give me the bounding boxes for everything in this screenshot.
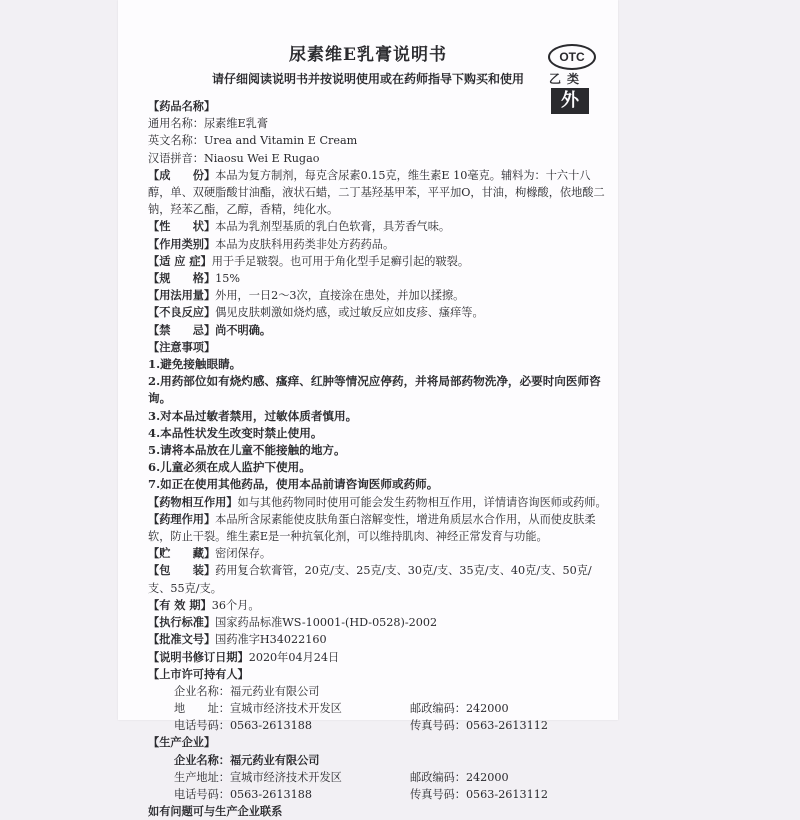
usage-text: 外用，一日2～3次，直接涂在患处，并加以揉擦。: [215, 289, 465, 303]
section-contraindications: [148, 322, 610, 339]
leaflet-content: [148, 98, 610, 820]
note-item: 1.避免接触眼睛。: [148, 357, 242, 372]
note-item: 5.请将本品放在儿童不能接触的地方。: [148, 443, 346, 458]
mfr-postcode: 邮政编码：242000: [410, 770, 509, 784]
spec-text: 15%: [215, 272, 241, 286]
mfr-fax: 传真号码：0563-2613112: [410, 788, 549, 802]
category-text: 本品为皮肤科用药类非处方药药品。: [215, 237, 395, 251]
adverse-label: 【不良反应】: [148, 305, 216, 320]
mfr-phone-row: [148, 786, 610, 803]
holder-label: 【上市许可持有人】: [148, 666, 249, 681]
section-character: [148, 218, 610, 235]
validity-text: 36个月。: [211, 598, 260, 612]
manufacturer-label: 【生产企业】: [148, 735, 216, 750]
section-standard: [148, 614, 610, 631]
interaction-text: 如与其他药物同时使用可能会发生药物相互作用，详情请咨询医师或药师。: [237, 495, 607, 509]
mfr-phone: 电话号码：0563-2613188: [174, 788, 313, 802]
contra-text: 尚不明确。: [215, 322, 272, 337]
interaction-label: 【药物相互作用】: [148, 494, 238, 509]
section-validity: [148, 597, 610, 614]
approval-label: 【批准文号】: [148, 632, 216, 647]
usage-label: 【用法用量】: [148, 288, 216, 303]
document-subtitle: 请仔细阅读说明书并按说明使用或在药师指导下购买和使用: [211, 72, 524, 86]
note-item: 4.本品性状发生改变时禁止使用。: [148, 425, 323, 440]
common-name: 通用名称：尿素维E乳膏: [148, 117, 269, 131]
mfr-address: 生产地址：宣城市经济技术开发区: [174, 770, 342, 784]
section-pharmacology: [148, 511, 610, 545]
ingredients-text: 本品为复方制剂，每克含尿素0.15克，维生素E 10毫克。辅料为：十六十八醇，单、双硬脂酸甘油酯，液状石蜡，二丁基羟基甲苯，平平加O，甘油，枸橼酸，依地酸二钠，羟苯乙酯，乙醇，香精，纯化水。: [148, 168, 605, 217]
contact-footer: 如有问题可与生产企业联系: [148, 804, 283, 819]
storage-text: 密闭保存。: [215, 547, 272, 561]
character-label: 【性 状】: [148, 219, 216, 234]
section-package: [148, 562, 610, 596]
revision-text: 2020年04月24日: [248, 650, 340, 664]
revision-label: 【说明书修订日期】: [148, 649, 249, 664]
section-category: [148, 236, 610, 253]
package-label: 【包 装】: [148, 563, 216, 578]
section-interaction: [148, 494, 610, 511]
note-item: 2.用药部位如有烧灼感、瘙痒、红肿等情况应停药，并将局部药物洗净，必要时向医师咨询。: [148, 374, 601, 406]
pharmacology-text: 本品所含尿素能使皮肤角蛋白溶解变性，增进角质层水合作用，从而使皮肤柔软，防止干裂。维生素E是一种抗氧化剂，可以维持肌肉、神经正常发育与功能。: [148, 512, 596, 544]
english-name: 英文名称：Urea and Vitamin E Cream: [148, 134, 358, 148]
section-indication: [148, 253, 610, 270]
indication-text: 用于手足皲裂。也可用于角化型手足癣引起的皲裂。: [211, 254, 470, 268]
character-text: 本品为乳剂型基质的乳白色软膏，具芳香气味。: [215, 220, 451, 234]
holder-fax: 传真号码：0563-2613112: [410, 719, 549, 733]
storage-label: 【贮 藏】: [148, 546, 216, 561]
indication-label: 【适 应 症】: [148, 253, 212, 268]
mfr-address-row: [148, 769, 610, 786]
holder-company-row: [148, 683, 610, 700]
holder-phone-row: [148, 717, 610, 734]
package-text: 药用复合软膏管，20克/支、25克/支、30克/支、35克/支、40克/支、50克/支、55克/支。: [148, 564, 592, 595]
holder-address: 地 址：宣城市经济技术开发区: [174, 702, 342, 716]
ingredients-label: 【成 份】: [148, 167, 216, 182]
mfr-company-row: [148, 752, 610, 769]
standard-label: 【执行标准】: [148, 615, 216, 630]
section-ingredients: [148, 167, 610, 219]
holder-phone: 电话号码：0563-2613188: [174, 719, 313, 733]
holder-address-row: [148, 700, 610, 717]
external-use-badge: 外: [551, 88, 589, 114]
section-approval: [148, 631, 610, 648]
note-item: 6.儿童必须在成人监护下使用。: [148, 460, 311, 475]
notes-label: 【注意事项】: [148, 339, 216, 354]
standard-text: 国家药品标准WS-10001-(HD-0528)-2002: [215, 616, 438, 630]
section-drug-name-label: 【药品名称】: [148, 99, 216, 113]
pharmacology-label: 【药理作用】: [148, 511, 216, 526]
adverse-text: 偶见皮肤刺激如烧灼感，或过敏反应如皮疹、瘙痒等。: [215, 306, 484, 320]
spec-label: 【规 格】: [148, 271, 216, 286]
approval-text: 国药准字H34022160: [215, 633, 327, 647]
note-item: 7.如正在使用其他药品，使用本品前请咨询医师或药师。: [148, 477, 439, 492]
section-adverse: [148, 304, 610, 321]
holder-company: 企业名称：福元药业有限公司: [174, 684, 320, 698]
pinyin-name: 汉语拼音：Niaosu Wei E Rugao: [148, 151, 320, 165]
section-spec: [148, 270, 610, 287]
holder-postcode: 邮政编码：242000: [410, 702, 509, 716]
section-storage: [148, 545, 610, 562]
mfr-company: 企业名称：福元药业有限公司: [174, 752, 320, 767]
contra-label: 【禁 忌】: [148, 322, 216, 337]
document-title: 尿素维E乳膏说明书: [289, 45, 447, 65]
section-revision: [148, 649, 610, 666]
otc-badge: OTC: [548, 44, 596, 70]
leaflet-header: [118, 40, 618, 87]
validity-label: 【有 效 期】: [148, 597, 212, 612]
category-label: 【作用类别】: [148, 236, 216, 251]
section-usage: [148, 287, 610, 304]
otc-class-label: 乙类: [549, 72, 586, 86]
note-item: 3.对本品过敏者禁用，过敏体质者慎用。: [148, 408, 358, 423]
